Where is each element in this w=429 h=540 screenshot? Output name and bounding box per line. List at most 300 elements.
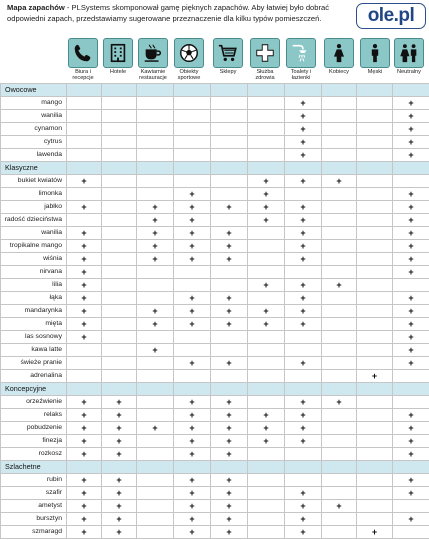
column-hotele <box>101 38 135 75</box>
plus-mark: + <box>137 227 174 240</box>
category-row <box>1 383 429 396</box>
empty-cell <box>322 474 357 487</box>
plus-mark: + <box>248 201 285 214</box>
category-cell <box>102 84 137 97</box>
empty-cell <box>285 266 322 279</box>
category-label: Owocowe <box>1 84 67 97</box>
column-label: Sklepy <box>219 69 237 75</box>
plus-mark: + <box>137 253 174 266</box>
category-cell <box>211 461 248 474</box>
plus-mark: + <box>393 487 429 500</box>
empty-cell <box>357 357 393 370</box>
empty-cell <box>137 435 174 448</box>
empty-cell <box>322 448 357 461</box>
empty-cell <box>102 318 137 331</box>
plus-mark: + <box>285 253 322 266</box>
empty-cell <box>322 487 357 500</box>
plus-mark: + <box>174 214 211 227</box>
empty-cell <box>357 318 393 331</box>
category-row <box>1 461 429 474</box>
empty-cell <box>322 227 357 240</box>
plus-mark: + <box>67 331 102 344</box>
fragrance-name: pobudzenie <box>1 422 67 435</box>
empty-cell <box>357 253 393 266</box>
table-row <box>1 396 429 409</box>
empty-cell <box>322 318 357 331</box>
empty-cell <box>137 448 174 461</box>
fragrance-name: wanilia <box>1 227 67 240</box>
category-cell <box>67 162 102 175</box>
category-cell <box>67 383 102 396</box>
plus-mark: + <box>285 435 322 448</box>
empty-cell <box>137 266 174 279</box>
empty-cell <box>137 396 174 409</box>
empty-cell <box>322 149 357 162</box>
plus-mark: + <box>248 279 285 292</box>
category-cell <box>174 461 211 474</box>
empty-cell <box>137 136 174 149</box>
plus-mark: + <box>211 409 248 422</box>
plus-mark: + <box>211 357 248 370</box>
empty-cell <box>137 110 174 123</box>
plus-mark: + <box>211 422 248 435</box>
plus-mark: + <box>393 201 429 214</box>
category-cell <box>67 84 102 97</box>
category-cell <box>357 162 393 175</box>
plus-mark: + <box>67 318 102 331</box>
table-row <box>1 344 429 357</box>
category-row <box>1 84 429 97</box>
category-cell <box>174 383 211 396</box>
category-cell <box>285 84 322 97</box>
fragrance-name: jabłko <box>1 201 67 214</box>
fragrance-name: lilia <box>1 279 67 292</box>
plus-mark: + <box>393 318 429 331</box>
empty-cell <box>211 97 248 110</box>
empty-cell <box>102 149 137 162</box>
plus-mark: + <box>211 253 248 266</box>
plus-mark: + <box>322 500 357 513</box>
empty-cell <box>357 305 393 318</box>
table-row <box>1 214 429 227</box>
empty-cell <box>248 227 285 240</box>
empty-cell <box>102 136 137 149</box>
empty-cell <box>357 487 393 500</box>
fragrance-name: adrenalina <box>1 370 67 383</box>
plus-mark: + <box>393 422 429 435</box>
empty-cell <box>211 175 248 188</box>
empty-cell <box>137 188 174 201</box>
fragrance-name: las sosnowy <box>1 331 67 344</box>
empty-cell <box>102 201 137 214</box>
table-row <box>1 513 429 526</box>
plus-mark: + <box>393 474 429 487</box>
category-cell <box>248 162 285 175</box>
empty-cell <box>248 97 285 110</box>
plus-mark: + <box>211 318 248 331</box>
column-kawiarnie <box>136 38 170 82</box>
plus-mark: + <box>174 227 211 240</box>
plus-mark: + <box>322 396 357 409</box>
category-cell <box>137 383 174 396</box>
empty-cell <box>67 357 102 370</box>
ball-icon <box>174 38 204 68</box>
plus-mark: + <box>137 318 174 331</box>
empty-cell <box>102 370 137 383</box>
empty-cell <box>248 448 285 461</box>
plus-mark: + <box>285 292 322 305</box>
empty-cell <box>211 214 248 227</box>
empty-cell <box>248 513 285 526</box>
plus-mark: + <box>211 435 248 448</box>
fragrance-name: szafir <box>1 487 67 500</box>
table-row <box>1 136 429 149</box>
plus-mark: + <box>102 435 137 448</box>
empty-cell <box>357 136 393 149</box>
empty-cell <box>174 370 211 383</box>
category-cell <box>285 383 322 396</box>
table-row <box>1 149 429 162</box>
empty-cell <box>322 292 357 305</box>
plus-mark: + <box>393 188 429 201</box>
fragrance-name: bukiet kwiatów <box>1 175 67 188</box>
empty-cell <box>137 123 174 136</box>
cross-icon <box>250 38 280 68</box>
plus-mark: + <box>67 422 102 435</box>
category-cell <box>322 461 357 474</box>
table-row <box>1 526 429 539</box>
plus-mark: + <box>174 487 211 500</box>
woman-icon <box>324 38 354 68</box>
plus-mark: + <box>285 422 322 435</box>
table-row <box>1 227 429 240</box>
plus-mark: + <box>393 123 429 136</box>
plus-mark: + <box>174 422 211 435</box>
plus-mark: + <box>285 136 322 149</box>
plus-mark: + <box>67 175 102 188</box>
empty-cell <box>322 188 357 201</box>
fragrance-name: łąka <box>1 292 67 305</box>
empty-cell <box>102 266 137 279</box>
empty-cell <box>322 357 357 370</box>
plus-mark: + <box>137 201 174 214</box>
plus-mark: + <box>67 500 102 513</box>
plus-mark: + <box>211 240 248 253</box>
empty-cell <box>285 188 322 201</box>
empty-cell <box>174 97 211 110</box>
plus-mark: + <box>285 97 322 110</box>
fragrance-name: cytrus <box>1 136 67 149</box>
empty-cell <box>357 292 393 305</box>
empty-cell <box>357 227 393 240</box>
plus-mark: + <box>393 266 429 279</box>
plus-mark: + <box>67 448 102 461</box>
plus-mark: + <box>285 526 322 539</box>
table-row <box>1 292 429 305</box>
column-label: Biura i recepcje <box>72 69 94 82</box>
plus-mark: + <box>285 123 322 136</box>
plus-mark: + <box>211 201 248 214</box>
empty-cell <box>102 110 137 123</box>
category-cell <box>393 461 429 474</box>
empty-cell <box>67 136 102 149</box>
empty-cell <box>357 409 393 422</box>
empty-cell <box>248 136 285 149</box>
empty-cell <box>393 500 429 513</box>
fragrance-name: ametyst <box>1 500 67 513</box>
plus-mark: + <box>174 526 211 539</box>
plus-mark: + <box>174 292 211 305</box>
shower-icon <box>286 38 316 68</box>
empty-cell <box>137 474 174 487</box>
category-cell <box>211 162 248 175</box>
empty-cell <box>174 266 211 279</box>
table-row <box>1 474 429 487</box>
empty-cell <box>393 370 429 383</box>
category-cell <box>211 383 248 396</box>
category-cell <box>357 461 393 474</box>
plus-mark: + <box>285 175 322 188</box>
empty-cell <box>174 279 211 292</box>
plus-mark: + <box>67 396 102 409</box>
plus-mark: + <box>285 487 322 500</box>
plus-mark: + <box>393 136 429 149</box>
plus-mark: + <box>248 175 285 188</box>
plus-mark: + <box>393 448 429 461</box>
plus-mark: + <box>211 513 248 526</box>
empty-cell <box>137 487 174 500</box>
fragrance-name: wanilia <box>1 110 67 123</box>
column-label: Hotele <box>109 69 127 75</box>
plus-mark: + <box>285 149 322 162</box>
table-row <box>1 253 429 266</box>
fragrance-name: nirvana <box>1 266 67 279</box>
plus-mark: + <box>211 487 248 500</box>
empty-cell <box>137 526 174 539</box>
fragrance-name: mango <box>1 97 67 110</box>
plus-mark: + <box>174 240 211 253</box>
column-label: Toalety i łazienki <box>290 69 312 82</box>
empty-cell <box>211 123 248 136</box>
page-header <box>0 0 429 38</box>
plus-mark: + <box>67 266 102 279</box>
category-cell <box>174 84 211 97</box>
empty-cell <box>322 370 357 383</box>
plus-mark: + <box>67 201 102 214</box>
empty-cell <box>102 123 137 136</box>
plus-mark: + <box>211 448 248 461</box>
empty-cell <box>137 370 174 383</box>
empty-cell <box>248 357 285 370</box>
empty-cell <box>248 474 285 487</box>
plus-mark: + <box>102 526 137 539</box>
empty-cell <box>322 513 357 526</box>
empty-cell <box>322 344 357 357</box>
category-cell <box>248 84 285 97</box>
empty-cell <box>102 305 137 318</box>
empty-cell <box>393 279 429 292</box>
plus-mark: + <box>137 344 174 357</box>
empty-cell <box>211 266 248 279</box>
column-neutralny <box>392 38 426 75</box>
empty-cell <box>248 149 285 162</box>
empty-cell <box>357 448 393 461</box>
plus-mark: + <box>211 292 248 305</box>
plus-mark: + <box>137 214 174 227</box>
plus-mark: + <box>174 318 211 331</box>
empty-cell <box>211 188 248 201</box>
empty-cell <box>248 331 285 344</box>
empty-cell <box>102 279 137 292</box>
empty-cell <box>102 331 137 344</box>
plus-mark: + <box>285 305 322 318</box>
hotel-icon <box>103 38 133 68</box>
plus-mark: + <box>248 318 285 331</box>
empty-cell <box>174 149 211 162</box>
plus-mark: + <box>211 227 248 240</box>
category-cell <box>137 461 174 474</box>
category-label: Szlachetne <box>1 461 67 474</box>
empty-cell <box>285 344 322 357</box>
plus-mark: + <box>285 409 322 422</box>
table-row <box>1 487 429 500</box>
empty-cell <box>322 526 357 539</box>
fragrance-name: lawenda <box>1 149 67 162</box>
empty-cell <box>248 110 285 123</box>
brand-logo[interactable]: ole.pl <box>356 3 426 29</box>
plus-mark: + <box>285 279 322 292</box>
empty-cell <box>211 136 248 149</box>
empty-cell <box>322 136 357 149</box>
empty-cell <box>248 526 285 539</box>
empty-cell <box>248 123 285 136</box>
category-label: Klasyczne <box>1 162 67 175</box>
plus-mark: + <box>174 188 211 201</box>
table-row <box>1 448 429 461</box>
empty-cell <box>357 331 393 344</box>
empty-cell <box>211 370 248 383</box>
category-cell <box>137 84 174 97</box>
plus-mark: + <box>174 448 211 461</box>
table-row <box>1 318 429 331</box>
table-row <box>1 370 429 383</box>
column-obiekty-sportowe <box>172 38 206 82</box>
empty-cell <box>174 344 211 357</box>
man-icon <box>360 38 390 68</box>
table-row <box>1 201 429 214</box>
column-label: Neutralny <box>397 69 421 75</box>
empty-cell <box>357 240 393 253</box>
fragrance-name: rozkosz <box>1 448 67 461</box>
category-cell <box>285 162 322 175</box>
plus-mark: + <box>67 435 102 448</box>
empty-cell <box>248 240 285 253</box>
fragrance-name: rubin <box>1 474 67 487</box>
category-cell <box>102 383 137 396</box>
empty-cell <box>322 266 357 279</box>
empty-cell <box>322 409 357 422</box>
cart-icon <box>213 38 243 68</box>
category-cell <box>357 84 393 97</box>
empty-cell <box>102 253 137 266</box>
fragrance-name: relaks <box>1 409 67 422</box>
category-cell <box>102 461 137 474</box>
empty-cell <box>357 474 393 487</box>
empty-cell <box>248 253 285 266</box>
plus-mark: + <box>248 214 285 227</box>
fragrance-name: finezja <box>1 435 67 448</box>
empty-cell <box>211 279 248 292</box>
plus-mark: + <box>285 318 322 331</box>
empty-cell <box>357 266 393 279</box>
description-text: - PLSystems skomponował gamę pięknych zapachów. Aby łatwiej było dobrać odpowiedni zapach, przedstawiamy sugerowane przeznaczenie dla kilku typów pomieszczeń. <box>7 3 330 23</box>
empty-cell <box>137 409 174 422</box>
plus-mark: + <box>211 474 248 487</box>
plus-mark: + <box>393 253 429 266</box>
plus-mark: + <box>102 487 137 500</box>
table-row <box>1 500 429 513</box>
category-cell <box>322 162 357 175</box>
plus-mark: + <box>285 513 322 526</box>
empty-cell <box>357 188 393 201</box>
empty-cell <box>102 188 137 201</box>
phone-icon <box>68 38 98 68</box>
category-cell <box>393 383 429 396</box>
empty-cell <box>357 97 393 110</box>
empty-cell <box>137 97 174 110</box>
fragrance-name: świeże pranie <box>1 357 67 370</box>
plus-mark: + <box>357 526 393 539</box>
empty-cell <box>102 240 137 253</box>
category-cell <box>322 84 357 97</box>
category-cell <box>211 84 248 97</box>
empty-cell <box>102 344 137 357</box>
category-cell <box>174 162 211 175</box>
empty-cell <box>357 175 393 188</box>
plus-mark: + <box>67 305 102 318</box>
table-row <box>1 188 429 201</box>
plus-mark: + <box>393 357 429 370</box>
plus-mark: + <box>393 149 429 162</box>
fragrance-table <box>0 83 429 539</box>
couple-icon <box>394 38 424 68</box>
intro-text <box>7 3 352 24</box>
plus-mark: + <box>67 279 102 292</box>
empty-cell <box>137 500 174 513</box>
empty-cell <box>248 500 285 513</box>
category-row <box>1 162 429 175</box>
plus-mark: + <box>285 227 322 240</box>
category-cell <box>248 461 285 474</box>
fragrance-name: szmaragd <box>1 526 67 539</box>
fragrance-name: mięta <box>1 318 67 331</box>
fragrance-name: cynamon <box>1 123 67 136</box>
empty-cell <box>137 292 174 305</box>
plus-mark: + <box>248 422 285 435</box>
table-row <box>1 435 429 448</box>
empty-cell <box>248 396 285 409</box>
empty-cell <box>67 97 102 110</box>
category-cell <box>285 461 322 474</box>
plus-mark: + <box>137 422 174 435</box>
plus-mark: + <box>285 240 322 253</box>
plus-mark: + <box>67 487 102 500</box>
plus-mark: + <box>322 279 357 292</box>
plus-mark: + <box>174 201 211 214</box>
plus-mark: + <box>174 396 211 409</box>
empty-cell <box>137 175 174 188</box>
plus-mark: + <box>174 305 211 318</box>
